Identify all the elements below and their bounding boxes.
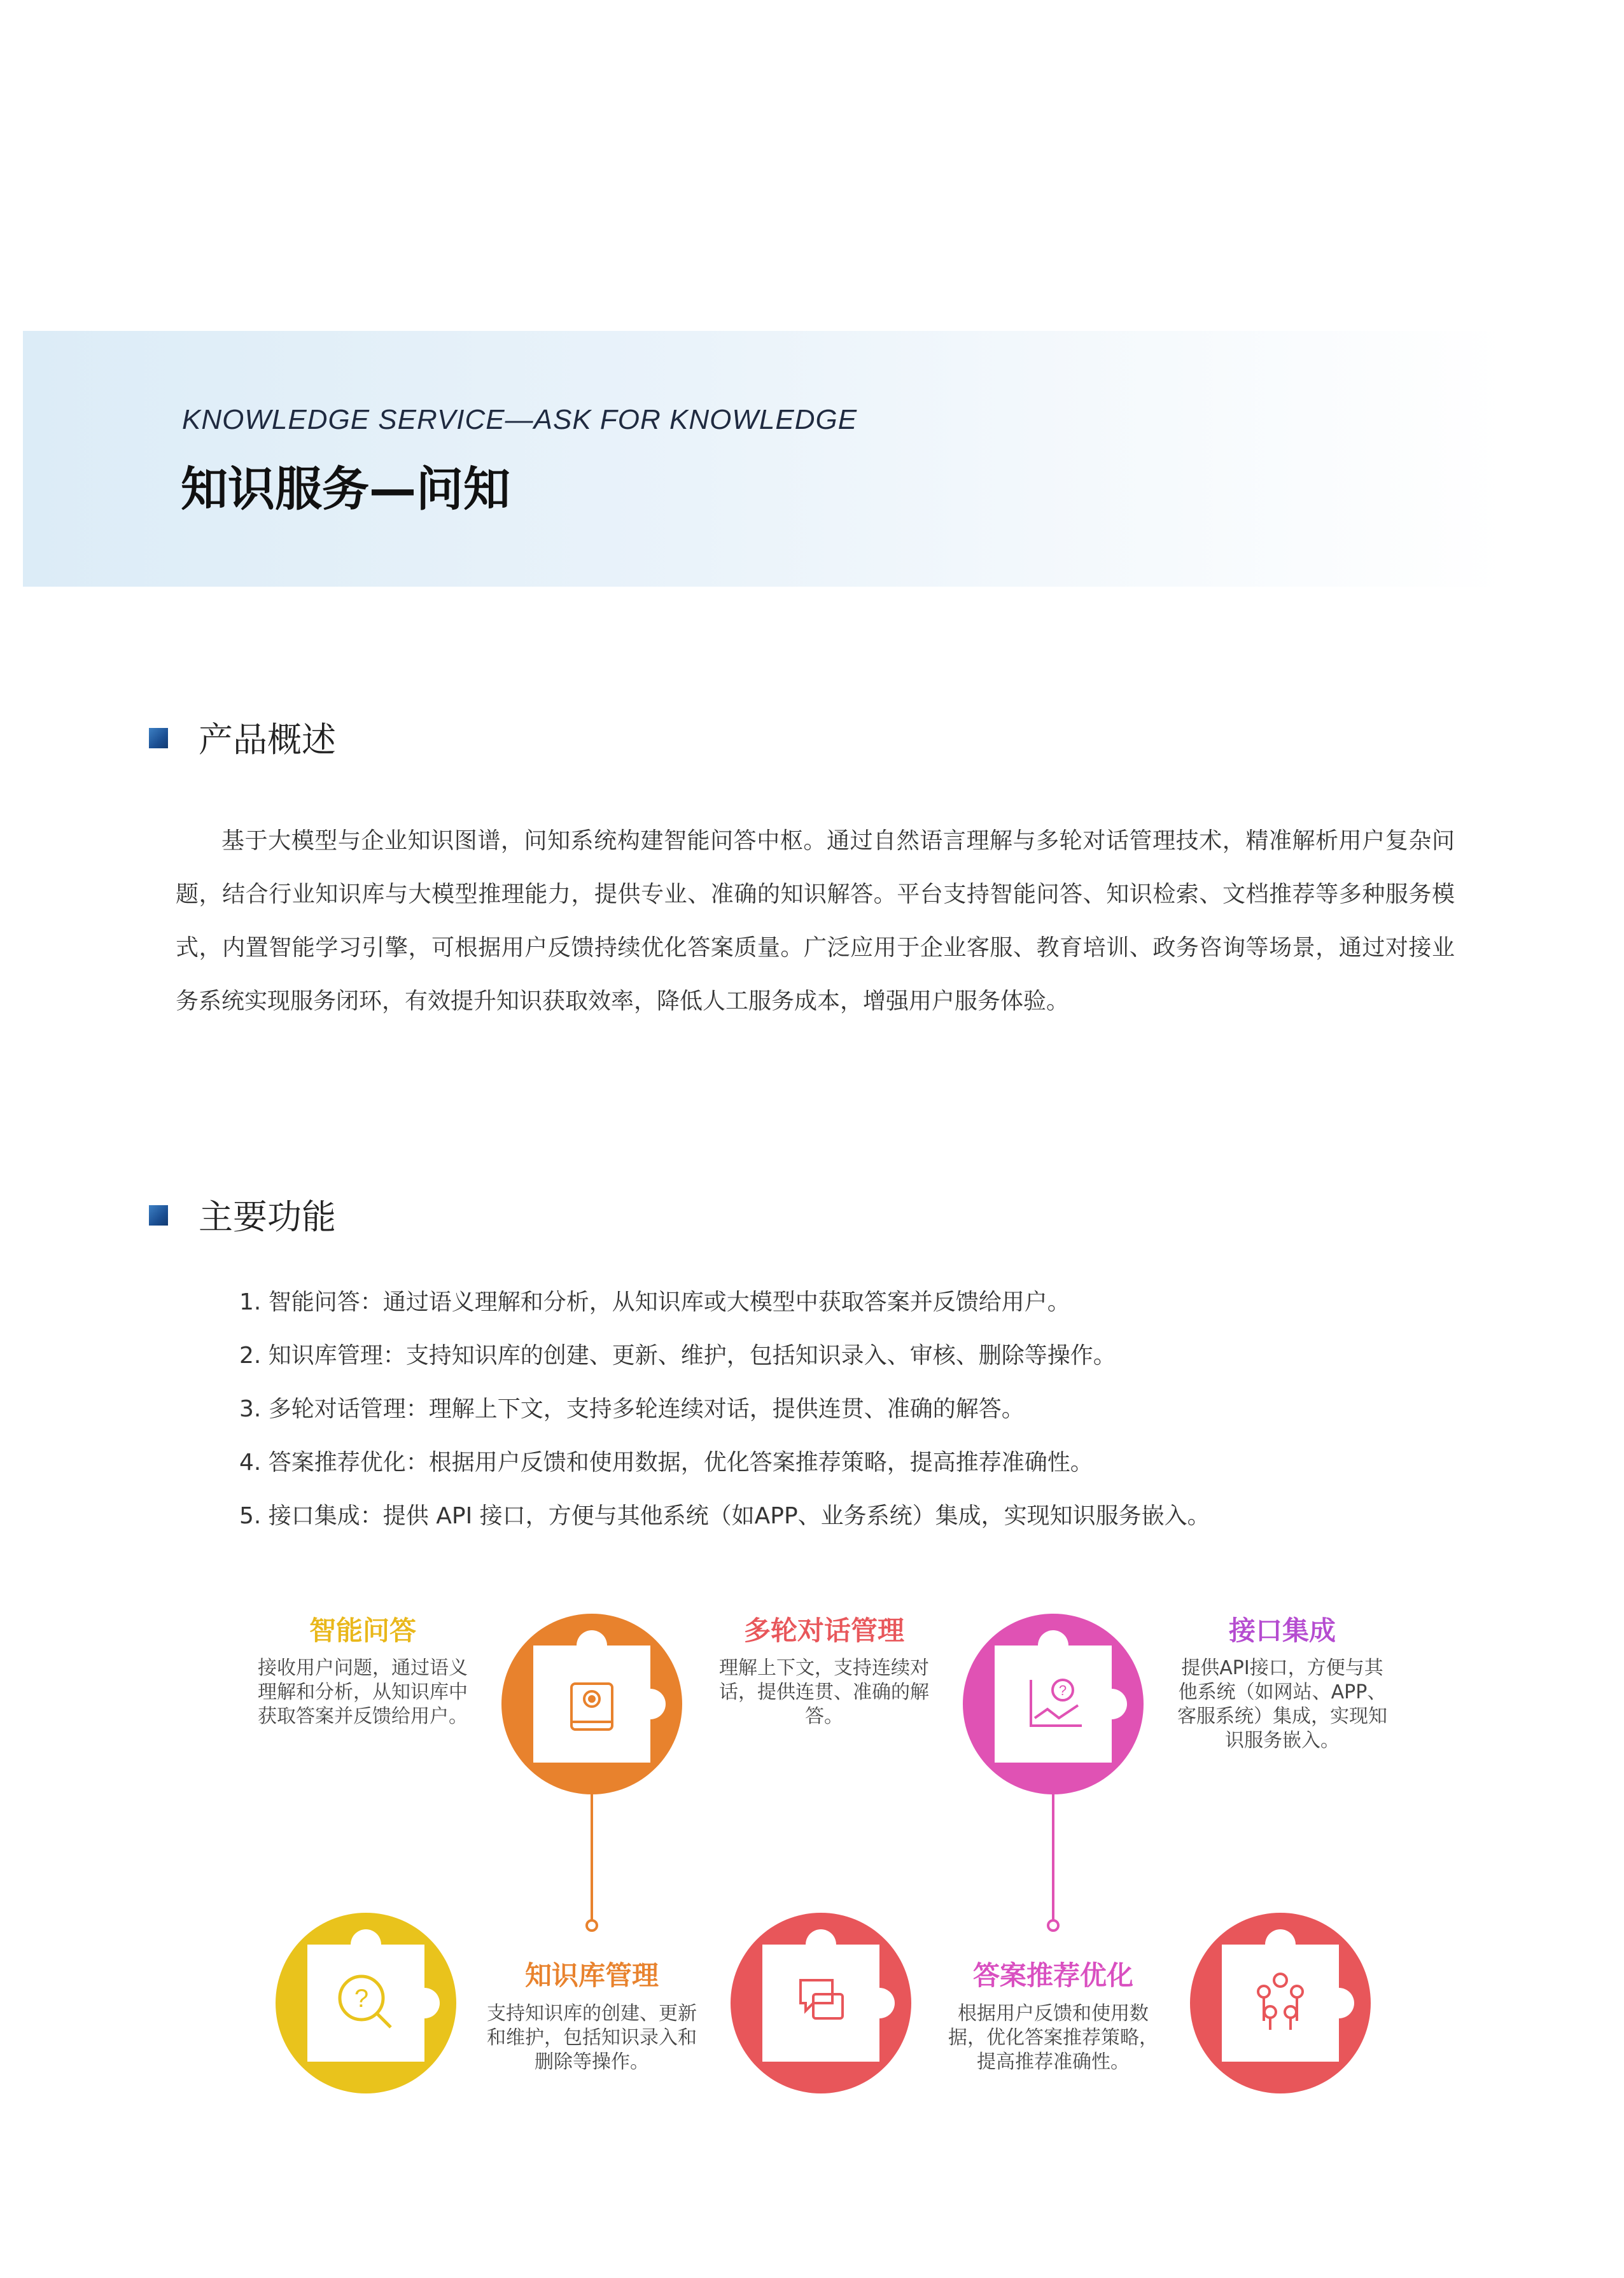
node-description: 提供API接口，方便与其他系统（如网站、APP、客服系统）集成，实现知识服务嵌入。 [1177, 1657, 1387, 1752]
node-title: 接口集成 [1228, 1615, 1336, 1646]
connector-line [1048, 1794, 1058, 1931]
banner-title-en: KNOWLEDGE SERVICE—ASK FOR KNOWLEDGE [182, 404, 858, 435]
function-item: 1. 智能问答：通过语义理解和分析，从知识库或大模型中获取答案并反馈给用户。 [239, 1289, 1070, 1315]
node-description: 支持知识库的创建、更新和维护，包括知识录入和删除等操作。 [487, 2002, 697, 2073]
node-jiekou-jicheng [1190, 1913, 1371, 2093]
function-item: 2. 知识库管理：支持知识库的创建、更新、维护，包括知识录入、审核、删除等操作。 [239, 1343, 1116, 1369]
functions-heading: 主要功能 [199, 1197, 336, 1237]
node-daan-tuijian [963, 1614, 1144, 1794]
node-description: 根据用户反馈和使用数据，优化答案推荐策略，提高推荐准确性。 [948, 2002, 1158, 2073]
overview-paragraph: 基于大模型与企业知识图谱，问知系统构建智能问答中枢。通过自然语言理解与多轮对话管理技术，精准解析用户复杂问题，结合行业知识库与大模型推理能力，提供专业、准确的知识解答。平台支持智能问答、知识检索、文档推荐等多种服务模式，内置智能学习引擎，可根据用户反馈持续优化答案质量。广泛应用于企业客服、教育培训、政务咨询等场景，通过对接业务系统实现服务闭环，有效提升知识获取效率，降低人工服务成本，增强用户服务体验。 [176, 828, 1455, 1014]
svg-text:?: ? [1058, 1682, 1067, 1698]
node-zhishiku-guanli [501, 1614, 682, 1794]
function-item: 4. 答案推荐优化：根据用户反馈和使用数据，优化答案推荐策略，提高推荐准确性。 [239, 1450, 1093, 1476]
function-item: 3. 多轮对话管理：理解上下文，支持多轮连续对话，提供连贯、准确的解答。 [239, 1396, 1025, 1422]
node-zhineng-wenda [276, 1913, 456, 2093]
node-title: 答案推荐优化 [972, 1960, 1133, 1991]
node-duolun-duihua [731, 1913, 911, 2093]
function-item: 5. 接口集成：提供 API 接口，方便与其他系统（如APP、业务系统）集成，实现知识服务嵌入。 [239, 1503, 1210, 1529]
connector-line [587, 1794, 597, 1931]
node-description: 接收用户问题，通过语义理解和分析，从知识库中获取答案并反馈给用户。 [258, 1657, 468, 1728]
overview-heading: 产品概述 [199, 720, 336, 760]
node-description: 理解上下文，支持连续对话，提供连贯、准确的解答。 [719, 1657, 929, 1728]
node-title: 知识库管理 [524, 1960, 659, 1991]
node-title: 多轮对话管理 [743, 1615, 904, 1646]
banner-title-cn: 知识服务—问知 [181, 462, 510, 517]
svg-text:?: ? [354, 1985, 369, 2013]
node-title: 智能问答 [309, 1615, 416, 1646]
